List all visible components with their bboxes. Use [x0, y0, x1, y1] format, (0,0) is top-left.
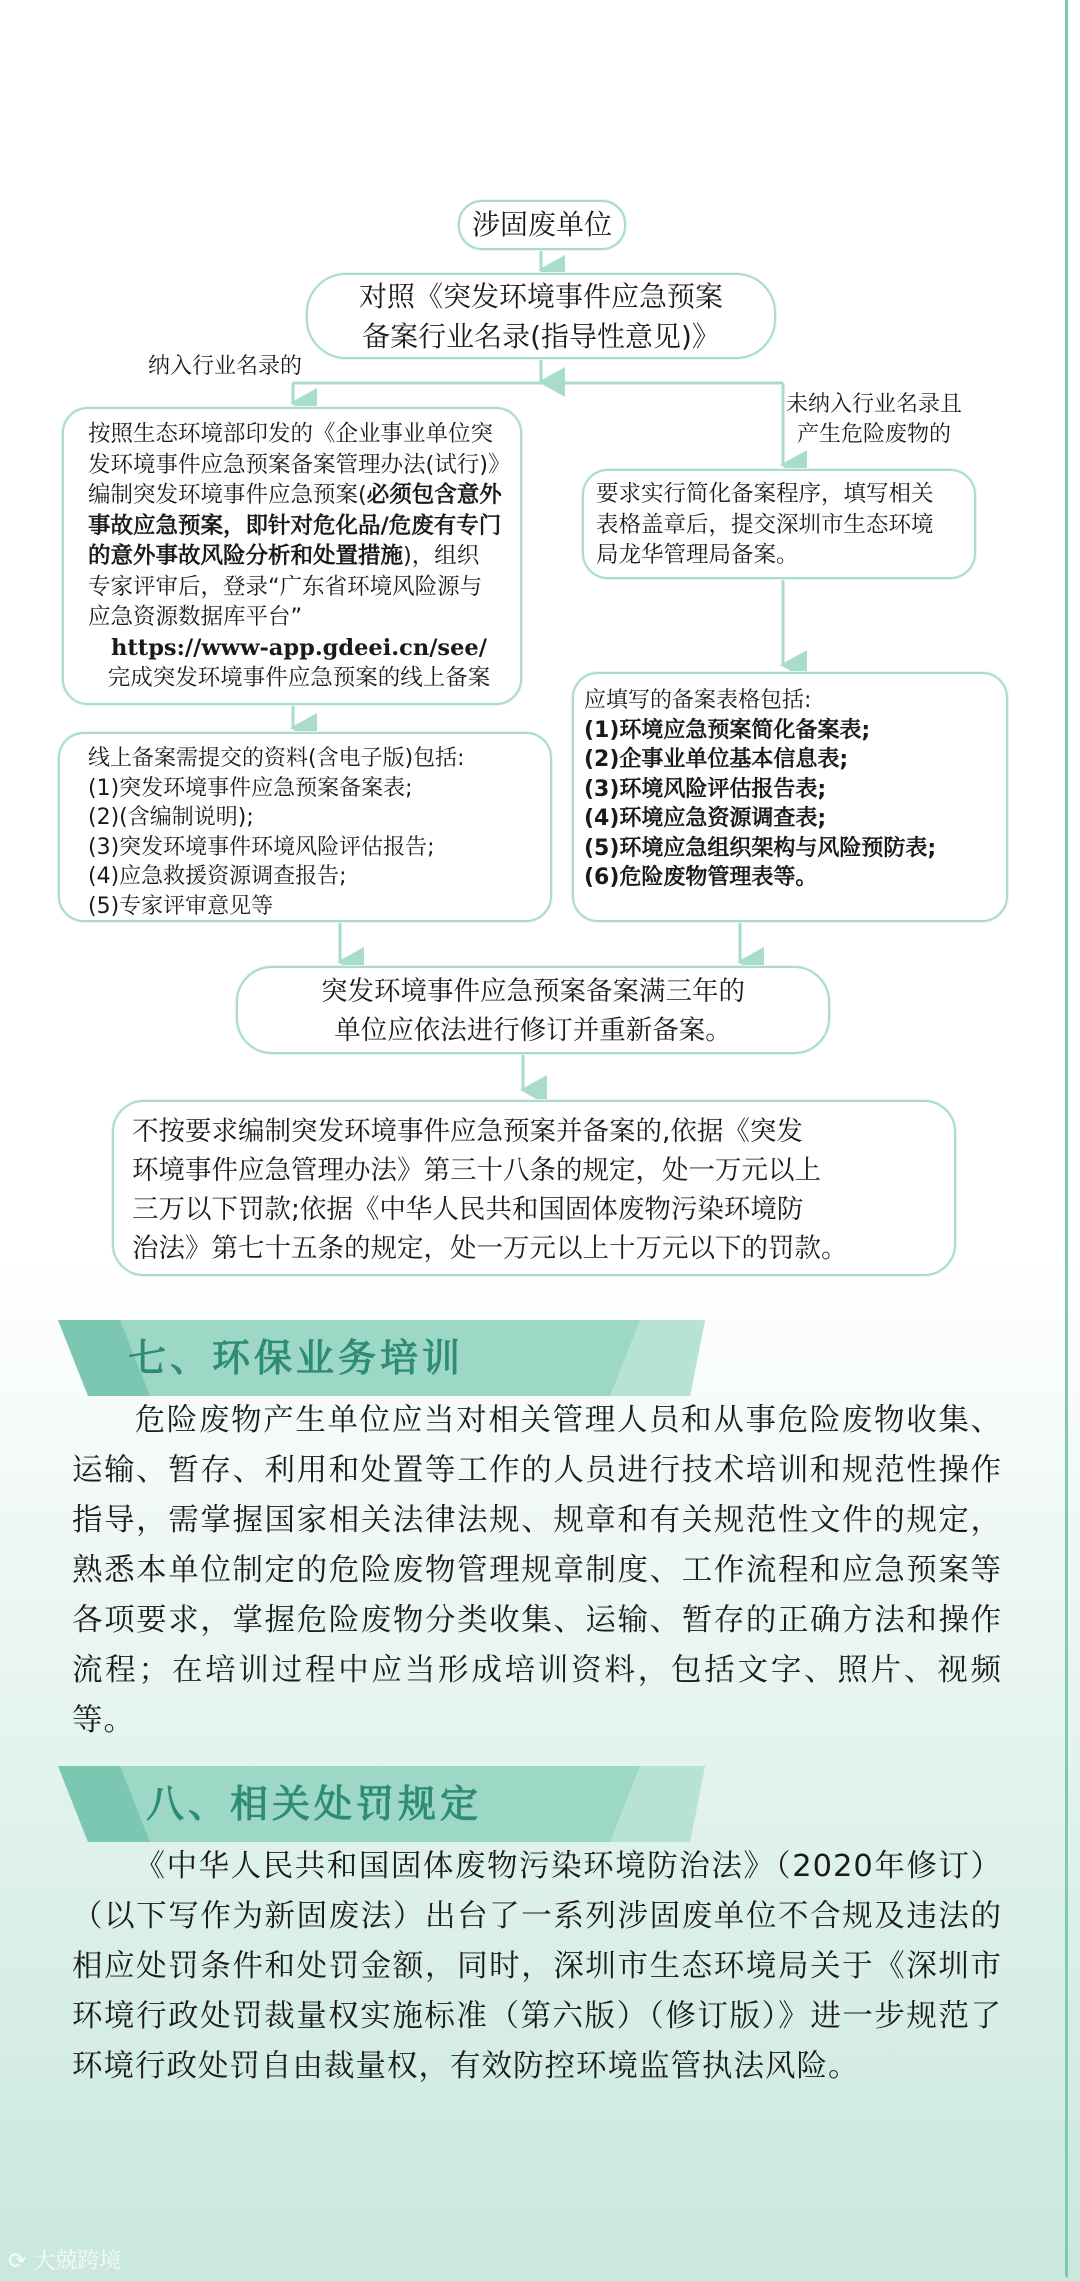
check-node-line-1: 对照《突发环境事件应急预案: [358, 280, 723, 313]
penalty-line-4: 治法》第七十五条的规定，处一万元以上十万元以下的罚款。: [132, 1233, 848, 1264]
right-main-line-3: 局龙华管理局备案。: [596, 542, 799, 568]
left-materials-node: [58, 732, 552, 922]
watermark-text: 大兢跨境: [33, 2249, 122, 2274]
watermark: [8, 2244, 121, 2275]
left-main-bold-2: 事故应急预案，即针对危化品/危废有专门: [88, 512, 502, 539]
penalty-line-3: 三万以下罚款;依据《中华人民共和国固体废物污染环境防: [132, 1194, 804, 1225]
renew-line-2: 单位应依法进行修订并重新备案。: [334, 1015, 732, 1046]
left-main-line-6: 专家评审后，登录“广东省环境风险源与: [88, 573, 483, 600]
start-node: [458, 200, 626, 250]
section-7-banner: [0, 1320, 720, 1396]
list-item: (6)危险废物管理表等。: [584, 865, 818, 890]
list-item: (5)专家评审意见等: [88, 893, 274, 919]
list-item: (3)突发环境事件环境风险评估报告;: [88, 834, 435, 860]
list-item: (4)应急救援资源调查报告;: [88, 864, 347, 889]
section-7-text: 危险废物产生单位应当对相关管理人员和从事危险废物收集、运输、暂存、利用和处置等工作的人员进行技术培训和规范性操作指导，需掌握国家相关法律法规、规章和有关规范性文件的规定，熟悉本单位制定的危险废物管理规章制度、工作流程和应急预案等各项要求，掌握危险废物分类收集、运输、暂存的正确方法和操作流程；在培训过程中应当形成培训资料，包括文字、照片、视频等。: [72, 1403, 1002, 1738]
list-item: (3)环境风险评估报告表;: [584, 776, 827, 802]
list-item: (2)(含编制说明);: [88, 805, 254, 830]
left-main-node: [62, 407, 522, 705]
renew-node: [236, 966, 830, 1054]
list-item: (5)环境应急组织架构与风险预防表;: [584, 835, 937, 861]
label-not-included-line-2: 产生危险废物的: [797, 422, 952, 447]
right-main-node: [582, 469, 976, 579]
list-item: (1)环境应急预案简化备案表;: [584, 717, 871, 743]
platform-url: https://www-app.gdeei.cn/see/: [111, 634, 487, 661]
penalty-node: [112, 1100, 956, 1276]
right-main-line-1: 要求实行简化备案程序，填写相关: [596, 481, 934, 507]
left-main-bold-1: 必须包含意外: [366, 482, 502, 508]
right-forms-node: [572, 672, 1008, 922]
left-materials-title: 线上备案需提交的资料(含电子版)包括:: [88, 746, 465, 771]
check-node: [306, 273, 776, 359]
label-not-included-line-1: 未纳入行业名录且: [786, 392, 963, 417]
list-item: (4)环境应急资源调查表;: [584, 806, 827, 831]
section-7-paragraph: [72, 1396, 1002, 1746]
left-main-line-7: 应急资源数据库平台”: [88, 604, 303, 630]
section-8-paragraph: [72, 1842, 1002, 2092]
left-main-line-1: 按照生态环境部印发的《企业事业单位突: [88, 421, 494, 447]
left-main-line-3: [88, 480, 510, 511]
penalty-line-2: 环境事件应急管理办法》第三十八条的规定，处一万元以上: [132, 1155, 821, 1186]
section-8-text: 《中华人民共和国固体废物污染环境防治法》（2020年修订）（以下写作为新固废法）出台了一系列涉固废单位不合规及违法的相应处罚条件和处罚金额，同时，深圳市生态环境局关于《深圳市环境行政处罚裁量权实施标准（第六版）（修订版）》进一步规范了环境行政处罚自由裁量权，有效防控环境监管执法风险。: [72, 1849, 1002, 2084]
renew-line-1: 突发环境事件应急预案备案满三年的: [321, 976, 745, 1007]
left-main-bold-3: 的意外事故风险分析和处置措施: [88, 543, 404, 569]
watermark-logo-icon: ⟳: [8, 2249, 27, 2274]
right-forms-title: 应填写的备案表格包括:: [584, 688, 812, 713]
start-node-text: 涉固废单位: [471, 208, 612, 241]
left-main-last: 完成突发环境事件应急预案的线上备案: [107, 665, 491, 691]
section-7-title: 七、环保业务培训: [128, 1336, 465, 1380]
list-item: (1)突发环境事件应急预案备案表;: [88, 775, 413, 801]
section-8-banner: [0, 1766, 720, 1842]
section-8-title: 八、相关处罚规定: [146, 1782, 483, 1826]
right-main-line-2: 表格盖章后，提交深圳市生态环境: [596, 511, 934, 538]
penalty-line-1: 不按要求编制突发环境事件应急预案并备案的,依据《突发: [132, 1116, 803, 1147]
check-node-line-2: 备案行业名录(指导性意见)》: [362, 320, 720, 353]
left-main-line-5: [88, 541, 510, 572]
left-main-line-3-text: 编制突发环境事件应急预案(: [88, 482, 367, 508]
left-main-line-2: 发环境事件应急预案备案管理办法(试行)》: [88, 451, 511, 478]
label-included: 纳入行业名录的: [148, 354, 303, 379]
left-main-after-bold: )，组织: [403, 543, 480, 569]
label-not-included: [786, 390, 962, 450]
list-item: (2)企事业单位基本信息表;: [584, 747, 849, 772]
